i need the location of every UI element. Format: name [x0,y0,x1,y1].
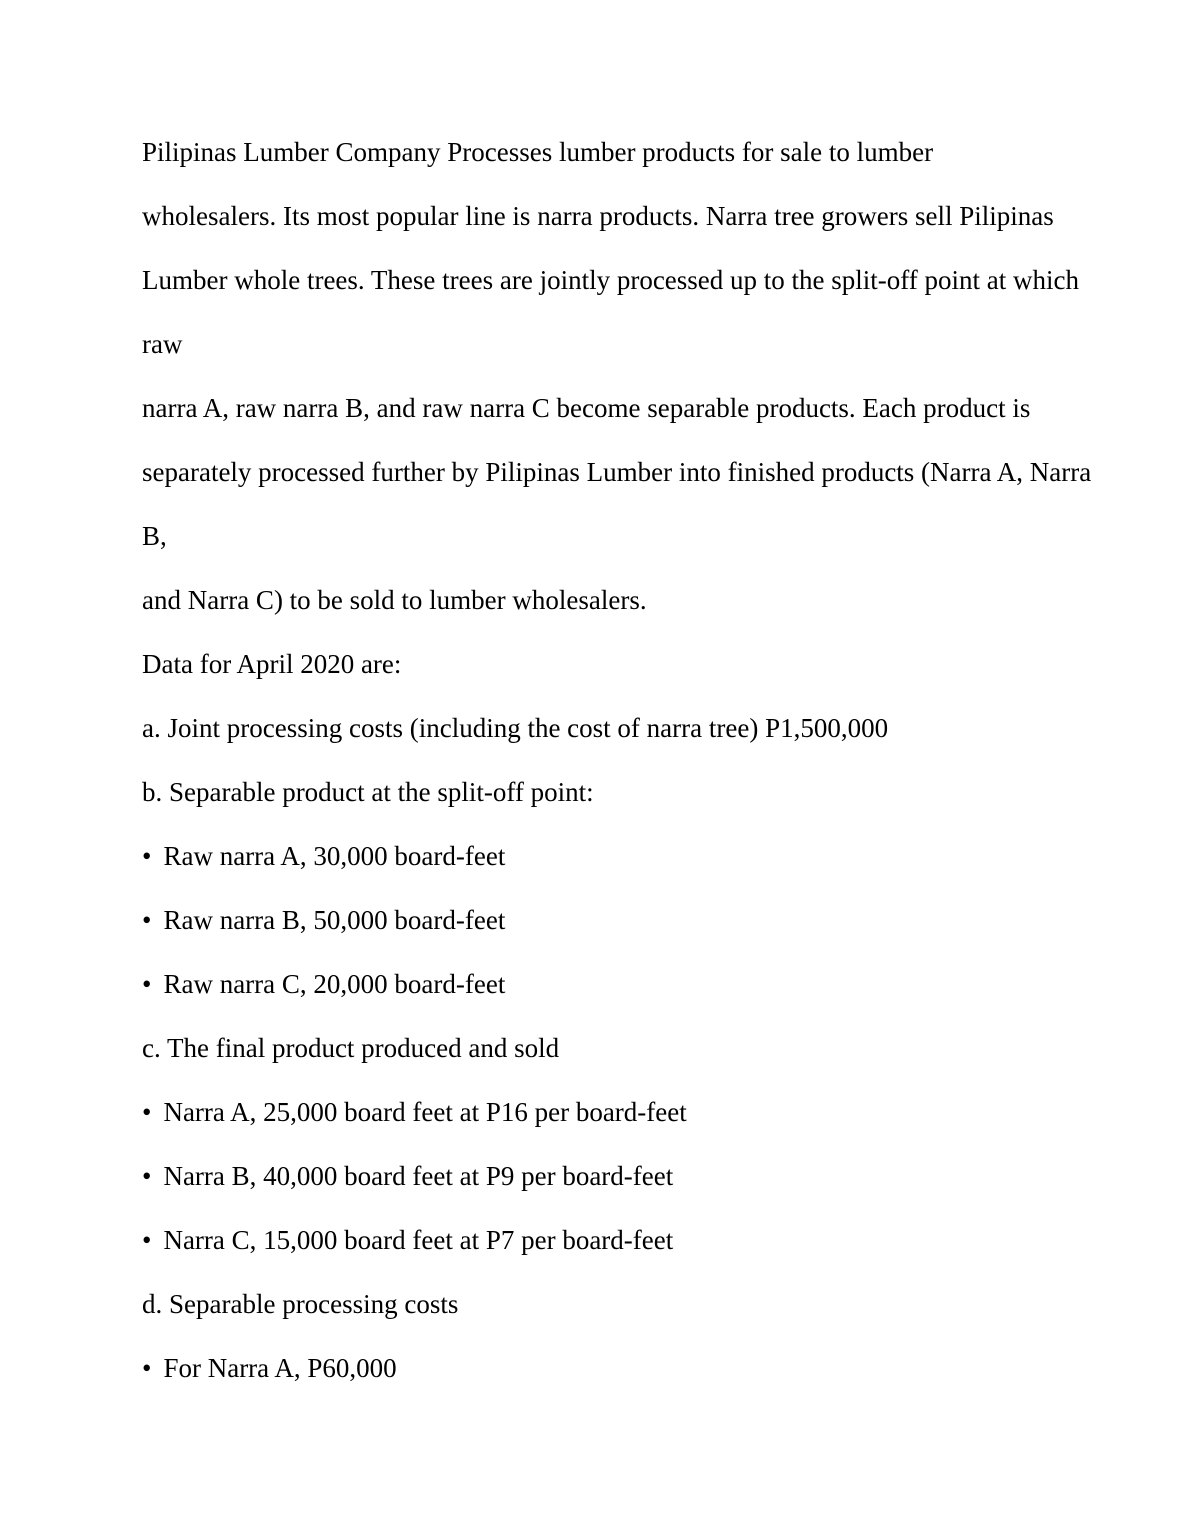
bullet-line [142,1208,1150,1272]
line-text: Data for April 2020 are: [142,649,402,679]
line-text: Narra B, 40,000 board feet at P9 per board-feet [163,1161,674,1191]
bullet-icon: • [142,1225,152,1255]
text-line [142,248,1150,312]
text-line [142,312,1150,376]
line-text: Narra A, 25,000 board feet at P16 per board-feet [163,1097,687,1127]
text-line [142,632,1150,696]
line-text: Raw narra C, 20,000 board-feet [163,969,506,999]
text-line [142,184,1150,248]
line-text: separately processed further by Pilipinas Lumber into finished products (Narra A, Narra [142,457,1092,487]
document-text-block [142,120,1150,1400]
bullet-line [142,824,1150,888]
bullet-icon: • [142,841,152,871]
bullet-icon: • [142,1161,152,1191]
bullet-icon: • [142,1353,152,1383]
bullet-line [142,888,1150,952]
line-text: Narra C, 15,000 board feet at P7 per board-feet [163,1225,674,1255]
line-text: d. Separable processing costs [142,1289,459,1319]
line-text: b. Separable product at the split-off point: [142,777,594,807]
text-line [142,504,1150,568]
bullet-line [142,1336,1150,1400]
bullet-line [142,952,1150,1016]
line-text: c. The final product produced and sold [142,1033,560,1063]
line-text: narra A, raw narra B, and raw narra C become separable products. Each product is [142,393,1031,423]
text-line [142,760,1150,824]
text-line [142,1272,1150,1336]
line-text: a. Joint processing costs (including the cost of narra tree) P1,500,000 [142,713,889,743]
text-line [142,440,1150,504]
text-line [142,1016,1150,1080]
text-line [142,568,1150,632]
line-text: Raw narra B, 50,000 board-feet [163,905,506,935]
bullet-line [142,1144,1150,1208]
text-line [142,120,1150,184]
line-text: For Narra A, P60,000 [163,1353,397,1383]
line-text: wholesalers. Its most popular line is narra products. Narra tree growers sell Pilipinas [142,201,1054,231]
bullet-icon: • [142,969,152,999]
text-line [142,376,1150,440]
bullet-icon: • [142,905,152,935]
line-text: Lumber whole trees. These trees are jointly processed up to the split-off point at which [142,265,1079,295]
text-line [142,696,1150,760]
bullet-icon: • [142,1097,152,1127]
line-text: Pilipinas Lumber Company Processes lumber products for sale to lumber [142,137,934,167]
line-text: raw [142,329,183,359]
line-text: and Narra C) to be sold to lumber wholesalers. [142,585,647,615]
line-text: Raw narra A, 30,000 board-feet [163,841,506,871]
line-text: B, [142,521,167,551]
bullet-line [142,1080,1150,1144]
